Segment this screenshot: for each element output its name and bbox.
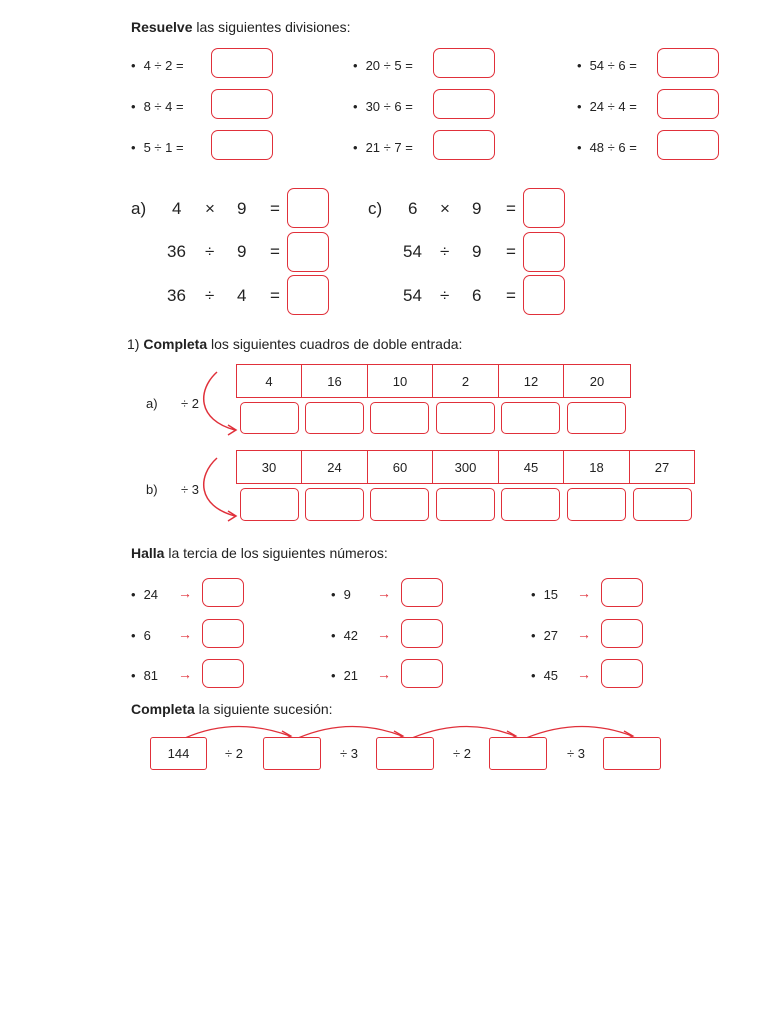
section5-title: Completa la siguiente sucesión: [131,701,333,717]
table-label: b) [146,482,158,497]
answer-box[interactable] [305,488,364,521]
answer-box[interactable] [657,89,719,119]
division-item: • 4 ÷ 2 = [131,58,184,73]
division-item: • 21 ÷ 7 = [353,140,413,155]
section1-title: Resuelve las siguientes divisiones: [131,19,351,35]
operator: ÷ [440,286,450,305]
operand: 54 [403,242,422,261]
equals: = [270,286,280,305]
arrow-right-icon: → [377,666,391,682]
answer-box[interactable] [523,188,565,228]
answer-box[interactable] [240,402,299,434]
table-cell: 4 [236,364,302,398]
answer-box[interactable] [436,402,495,434]
arrow-right-icon: → [178,585,192,601]
operator: × [205,199,215,218]
answer-box[interactable] [211,130,273,160]
answer-box[interactable] [567,402,626,434]
number-item: • 45 [531,668,558,683]
operand: 9 [237,199,247,218]
operand: 9 [472,199,482,218]
arrow-right-icon: → [178,626,192,642]
answer-box[interactable] [433,48,495,78]
number-item: • 24 [131,587,158,602]
operator: ÷ [205,242,215,261]
operation-label: ÷ 2 [181,396,199,411]
operation-label: ÷ 3 [181,482,199,497]
operator: × [440,199,450,218]
table-cell: 45 [498,450,564,484]
answer-box[interactable] [240,488,299,521]
answer-box[interactable] [287,188,329,228]
equals: = [506,286,516,305]
division-item: • 8 ÷ 4 = [131,99,184,114]
table-cell: 16 [301,364,368,398]
arrow-right-icon: → [577,626,591,642]
sequence-op: ÷ 2 [453,746,471,761]
number-item: • 21 [331,668,358,683]
arrow-right-icon: → [377,585,391,601]
equals: = [506,199,516,218]
answer-box[interactable] [657,48,719,78]
answer-box[interactable] [370,488,429,521]
table-cell: 10 [367,364,433,398]
division-item: • 54 ÷ 6 = [577,58,637,73]
number-item: • 42 [331,628,358,643]
operator: ÷ [440,242,450,261]
number-item: • 6 [131,628,151,643]
exercise-label: a) [131,199,147,218]
operand: 6 [408,199,418,218]
section4-title: Halla la tercia de los siguientes números: [131,545,388,561]
answer-box[interactable] [202,578,244,607]
table-cell: 60 [367,450,433,484]
answer-box[interactable] [305,402,364,434]
answer-box[interactable] [489,737,547,770]
table-cell: 20 [563,364,631,398]
sequence-op: ÷ 3 [340,746,358,761]
sequence-start: 144 [150,737,207,770]
equals: = [270,242,280,261]
sequence-op: ÷ 3 [567,746,585,761]
answer-box[interactable] [567,488,626,521]
number-item: • 81 [131,668,158,683]
operand: 4 [172,199,182,218]
sequence-op: ÷ 2 [225,746,243,761]
equals: = [270,199,280,218]
division-item: • 20 ÷ 5 = [353,58,413,73]
answer-box[interactable] [287,275,329,315]
number-item: • 15 [531,587,558,602]
number-item: • 27 [531,628,558,643]
answer-box[interactable] [657,130,719,160]
operand: 54 [403,286,422,305]
table-label: a) [146,396,158,411]
division-item: • 30 ÷ 6 = [353,99,413,114]
table-cell: 24 [301,450,368,484]
answer-box[interactable] [601,619,643,648]
answer-box[interactable] [433,130,495,160]
answer-box[interactable] [211,89,273,119]
answer-box[interactable] [601,578,643,607]
operand: 4 [237,286,247,305]
answer-box[interactable] [202,659,244,688]
arrow-right-icon: → [377,626,391,642]
answer-box[interactable] [401,659,443,688]
table-cell: 12 [498,364,564,398]
answer-box[interactable] [376,737,434,770]
operand: 36 [167,242,186,261]
number-item: • 9 [331,587,351,602]
table-cell: 18 [563,450,630,484]
operand: 9 [237,242,247,261]
table-cell: 300 [432,450,499,484]
division-item: • 48 ÷ 6 = [577,140,637,155]
arrow-right-icon: → [178,666,192,682]
answer-box[interactable] [501,488,560,521]
answer-box[interactable] [501,402,560,434]
answer-box[interactable] [436,488,495,521]
section3-title: 1) Completa los siguientes cuadros de doble entrada: [127,336,463,352]
division-item: • 24 ÷ 4 = [577,99,637,114]
answer-box[interactable] [370,402,429,434]
table-cell: 27 [629,450,695,484]
arrow-right-icon: → [577,585,591,601]
answer-box[interactable] [401,619,443,648]
answer-box[interactable] [433,89,495,119]
operator: ÷ [205,286,215,305]
exercise-label: c) [368,199,383,218]
answer-box[interactable] [523,232,565,272]
table-cell: 2 [432,364,499,398]
answer-box[interactable] [523,275,565,315]
operand: 6 [472,286,482,305]
answer-box[interactable] [287,232,329,272]
answer-box[interactable] [633,488,692,521]
answer-box[interactable] [401,578,443,607]
arrow-right-icon: → [577,666,591,682]
answer-box[interactable] [211,48,273,78]
operand: 36 [167,286,186,305]
equals: = [506,242,516,261]
operand: 9 [472,242,482,261]
table-cell: 30 [236,450,302,484]
answer-box[interactable] [601,659,643,688]
answer-box[interactable] [202,619,244,648]
division-item: • 5 ÷ 1 = [131,140,184,155]
answer-box[interactable] [263,737,321,770]
answer-box[interactable] [603,737,661,770]
